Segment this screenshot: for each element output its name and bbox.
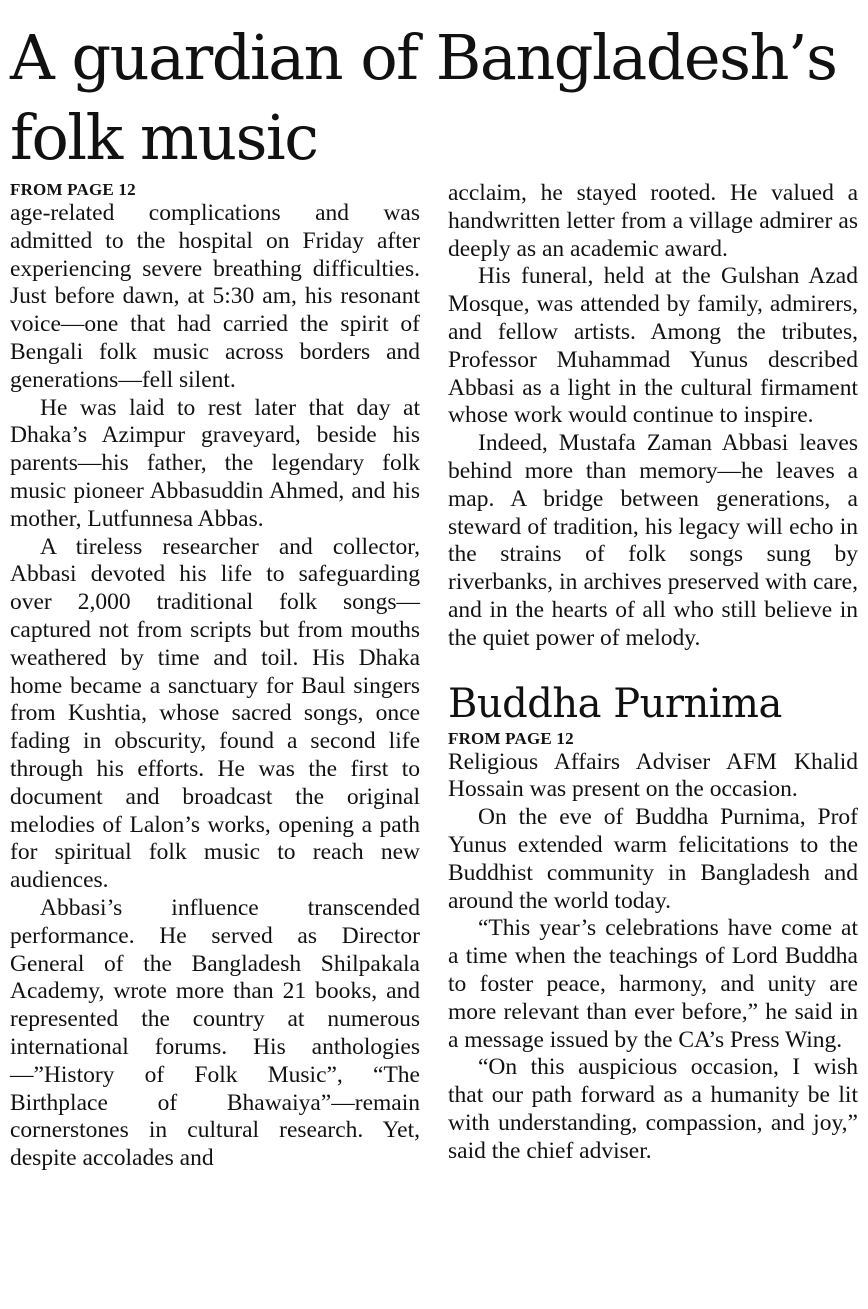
- article-paragraph: He was laid to rest later that day at Dhaka’s Azimpur graveyard, beside his parents—his father, the legendary folk music pioneer Abbasuddin Ahmed, and his mother, Lutfunnesa Abbas.: [10, 394, 420, 532]
- article-paragraph: Indeed, Mustafa Zaman Abbasi leaves behind more than memory—he leaves a map. A bridge between generations, a steward of tradition, his legacy will echo in the strains of folk songs sung by riverbanks, in archives preserved with care, and in the hearts of all who still believe in the quiet power of melody.: [448, 430, 858, 651]
- article-paragraph: Abbasi’s influence transcended performance. He served as Director General of the Bangladesh Shilpakala Academy, wrote more than 21 books, and represented the country at numerous international forums. His anthologies—”History of Folk Music”, “The Birthplace of Bhawaiya”—remain cornerstones in cultural research. Yet, despite accolades and: [10, 894, 420, 1172]
- article-paragraph: A tireless researcher and collector, Abbasi devoted his life to safeguarding over 2,000 traditional folk songs—captured not from scripts but from mouths weathered by time and toil. His Dhaka home became a sanctuary for Baul singers from Kushtia, whose sacred songs, once fading in obscurity, found a second life through his efforts. He was the first to document and broadcast the original melodies of Lalon’s works, opening a path for spiritual folk music to reach new audiences.: [10, 533, 420, 894]
- article-paragraph: “This year’s celebrations have come at a time when the teachings of Lord Buddha to foster peace, harmony, and unity are more relevant than ever before,” he said in a message issued by the CA’s Press Wing.: [448, 915, 858, 1053]
- article-paragraph: On the eve of Buddha Purnima, Prof Yunus extended warm felicitations to the Buddhist community in Bangladesh and around the world today.: [448, 804, 858, 914]
- article-paragraph: age-related complications and was admitted to the hospital on Friday after experiencing severe breathing difficulties. Just before dawn, at 5:30 am, his resonant voice—one that had carried the spirit of Bengali folk music across borders and generations—fell silent.: [10, 200, 420, 393]
- article-paragraph: His funeral, held at the Gulshan Azad Mosque, was attended by family, admirers, and fellow artists. Among the tributes, Professor Muhammad Yunus described Abbasi as a light in the cultural firmament whose work would continue to inspire.: [448, 263, 858, 429]
- continuation-kicker: FROM PAGE 12: [10, 180, 136, 199]
- continuation-kicker: FROM PAGE 12: [448, 728, 574, 748]
- second-article-headline: Buddha Purnima: [448, 680, 782, 727]
- article-column-left: [10, 180, 420, 1173]
- article-paragraph: Religious Affairs Adviser AFM Khalid Hossain was present on the occasion.: [448, 748, 858, 803]
- article-column-right: [448, 180, 858, 1166]
- article-headline: A guardian of Bangladesh’s folk music: [10, 21, 837, 174]
- article-paragraph: acclaim, he stayed rooted. He valued a handwritten letter from a village admirer as deeply as an academic award.: [448, 180, 858, 262]
- article-paragraph: “On this auspicious occasion, I wish that our path forward as a humanity be lit with understanding, compassion, and joy,” said the chief adviser.: [448, 1054, 858, 1164]
